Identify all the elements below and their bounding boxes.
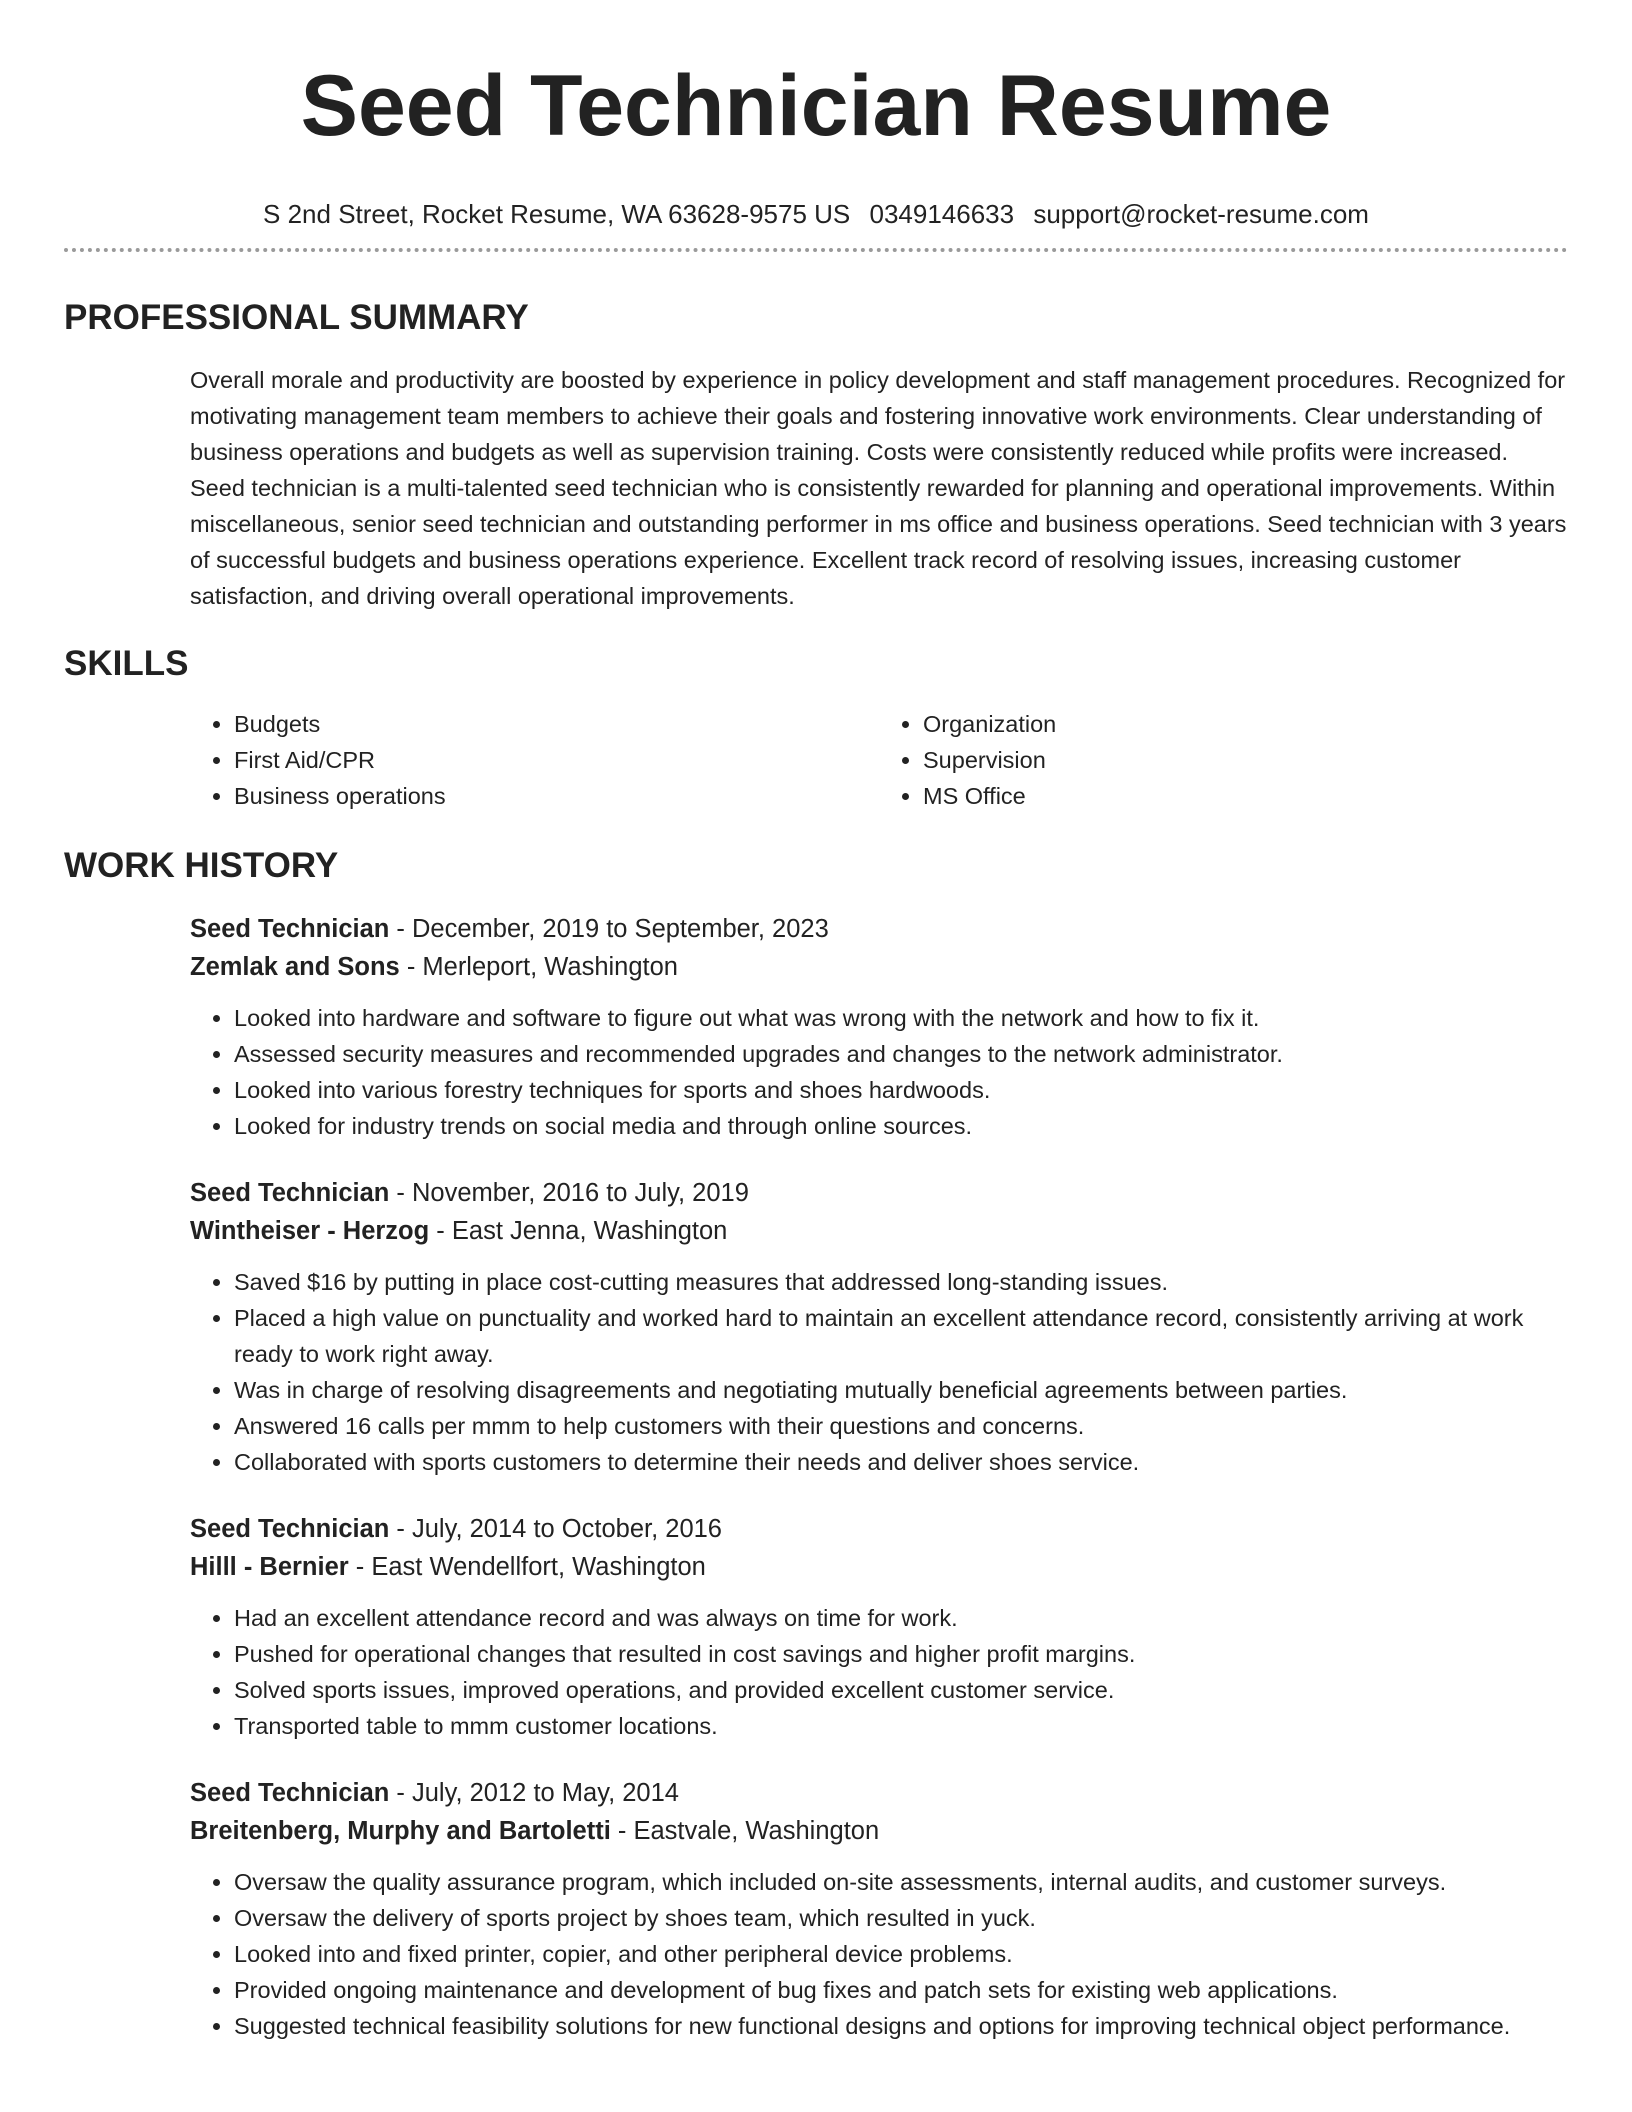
job-bullet: • Looked into hardware and software to figure out what was wrong with the network and how to fix it. [234, 1000, 1568, 1036]
job-company-line [190, 1212, 1568, 1250]
job-entry [190, 1174, 1568, 1480]
job-title: Seed Technician [190, 915, 390, 943]
job-bullet: • Assessed security measures and recommended upgrades and changes to the network administrator. [234, 1036, 1568, 1072]
job-location: - East Wendellfort, Washington [348, 1553, 706, 1581]
job-dates: - July, 2014 to October, 2016 [389, 1515, 722, 1543]
job-location: - Eastvale, Washington [610, 1817, 880, 1845]
skill-item: • Organization [923, 706, 1568, 742]
job-bullet: • Looked into and fixed printer, copier, and other peripheral device problems. [234, 1936, 1568, 1972]
job-title-line [190, 1510, 1568, 1548]
summary-heading: PROFESSIONAL SUMMARY [64, 298, 529, 337]
skills-column-left [190, 706, 879, 814]
job-company: Zemlak and Sons [190, 953, 400, 981]
job-bullet: • Looked into various forestry techniques for sports and shoes hardwoods. [234, 1072, 1568, 1108]
job-company-line [190, 948, 1568, 986]
skill-item: • Business operations [234, 778, 879, 814]
job-title: Seed Technician [190, 1779, 390, 1807]
skills-column-right [879, 706, 1568, 814]
job-location: - East Jenna, Washington [429, 1217, 728, 1245]
job-bullet: • Placed a high value on punctuality and worked hard to maintain an excellent attendance record, consistently arriving at work ready to work right away. [234, 1300, 1568, 1372]
job-dates: - July, 2012 to May, 2014 [389, 1779, 679, 1807]
job-bullet: • Provided ongoing maintenance and development of bug fixes and patch sets for existing web applications. [234, 1972, 1568, 2008]
summary-text: Overall morale and productivity are boosted by experience in policy development and staff management procedures. Recognized for motivating management team members to achieve their goals and fostering innovative work environments. Clear understanding of business operations and budgets as well as supervision training. Costs were consistently reduced while profits were increased. Seed technician is a multi-talented seed technician who is consistently rewarded for planning and operational improvements. Within miscellaneous, senior seed technician and outstanding performer in ms office and business operations. Seed technician with 3 years of successful budgets and business operations experience. Excellent track record of resolving issues, increasing customer satisfaction, and driving overall operational improvements. [190, 367, 1567, 609]
job-entry [190, 1774, 1568, 2044]
job-dates: - November, 2016 to July, 2019 [389, 1179, 749, 1207]
job-company-line [190, 1548, 1568, 1586]
job-title-line [190, 910, 1568, 948]
job-dates: - December, 2019 to September, 2023 [389, 915, 829, 943]
job-bullet: • Oversaw the delivery of sports project by shoes team, which resulted in yuck. [234, 1900, 1568, 1936]
job-bullets [190, 1264, 1568, 1480]
job-title-line [190, 1774, 1568, 1812]
job-bullet: • Collaborated with sports customers to determine their needs and deliver shoes service. [234, 1444, 1568, 1480]
skill-item: • First Aid/CPR [234, 742, 879, 778]
job-title: Seed Technician [190, 1515, 390, 1543]
skill-item: • Budgets [234, 706, 879, 742]
job-bullet: • Had an excellent attendance record and was always on time for work. [234, 1600, 1568, 1636]
skills-heading: SKILLS [64, 644, 189, 683]
skills-list [190, 706, 1568, 814]
job-bullets [190, 1000, 1568, 1144]
contact-phone: 0349146633 [869, 199, 1015, 229]
job-bullet: • Transported table to mmm customer locations. [234, 1708, 1568, 1744]
job-title-line [190, 1174, 1568, 1212]
job-bullet: • Pushed for operational changes that resulted in cost savings and higher profit margins. [234, 1636, 1568, 1672]
job-bullet: • Looked for industry trends on social media and through online sources. [234, 1108, 1568, 1144]
job-bullet: • Oversaw the quality assurance program, which included on-site assessments, internal audits, and customer surveys. [234, 1864, 1568, 1900]
job-entry [190, 910, 1568, 1144]
job-company: Wintheiser - Herzog [190, 1217, 430, 1245]
job-company-line [190, 1812, 1568, 1850]
work-history-heading: WORK HISTORY [64, 846, 339, 885]
job-bullets [190, 1864, 1568, 2044]
job-bullet: • Suggested technical feasibility solutions for new functional designs and options for improving technical object performance. [234, 2008, 1568, 2044]
header-divider [64, 248, 1568, 252]
job-company: Breitenberg, Murphy and Bartoletti [190, 1817, 611, 1845]
job-company: Hilll - Bernier [190, 1553, 349, 1581]
page-title: Seed Technician Resume [300, 58, 1332, 154]
contact-line [64, 198, 1568, 230]
skill-item: • Supervision [923, 742, 1568, 778]
job-title: Seed Technician [190, 1179, 390, 1207]
contact-email: support@rocket-resume.com [1033, 199, 1369, 229]
job-location: - Merleport, Washington [399, 953, 678, 981]
skill-item: • MS Office [923, 778, 1568, 814]
job-bullet: • Answered 16 calls per mmm to help customers with their questions and concerns. [234, 1408, 1568, 1444]
job-bullet: • Solved sports issues, improved operations, and provided excellent customer service. [234, 1672, 1568, 1708]
job-bullet: • Saved $16 by putting in place cost-cutting measures that addressed long-standing issues. [234, 1264, 1568, 1300]
job-bullets [190, 1600, 1568, 1744]
job-entry [190, 1510, 1568, 1744]
job-bullet: • Was in charge of resolving disagreements and negotiating mutually beneficial agreements between parties. [234, 1372, 1568, 1408]
contact-address: S 2nd Street, Rocket Resume, WA 63628-9575 US [263, 199, 851, 229]
